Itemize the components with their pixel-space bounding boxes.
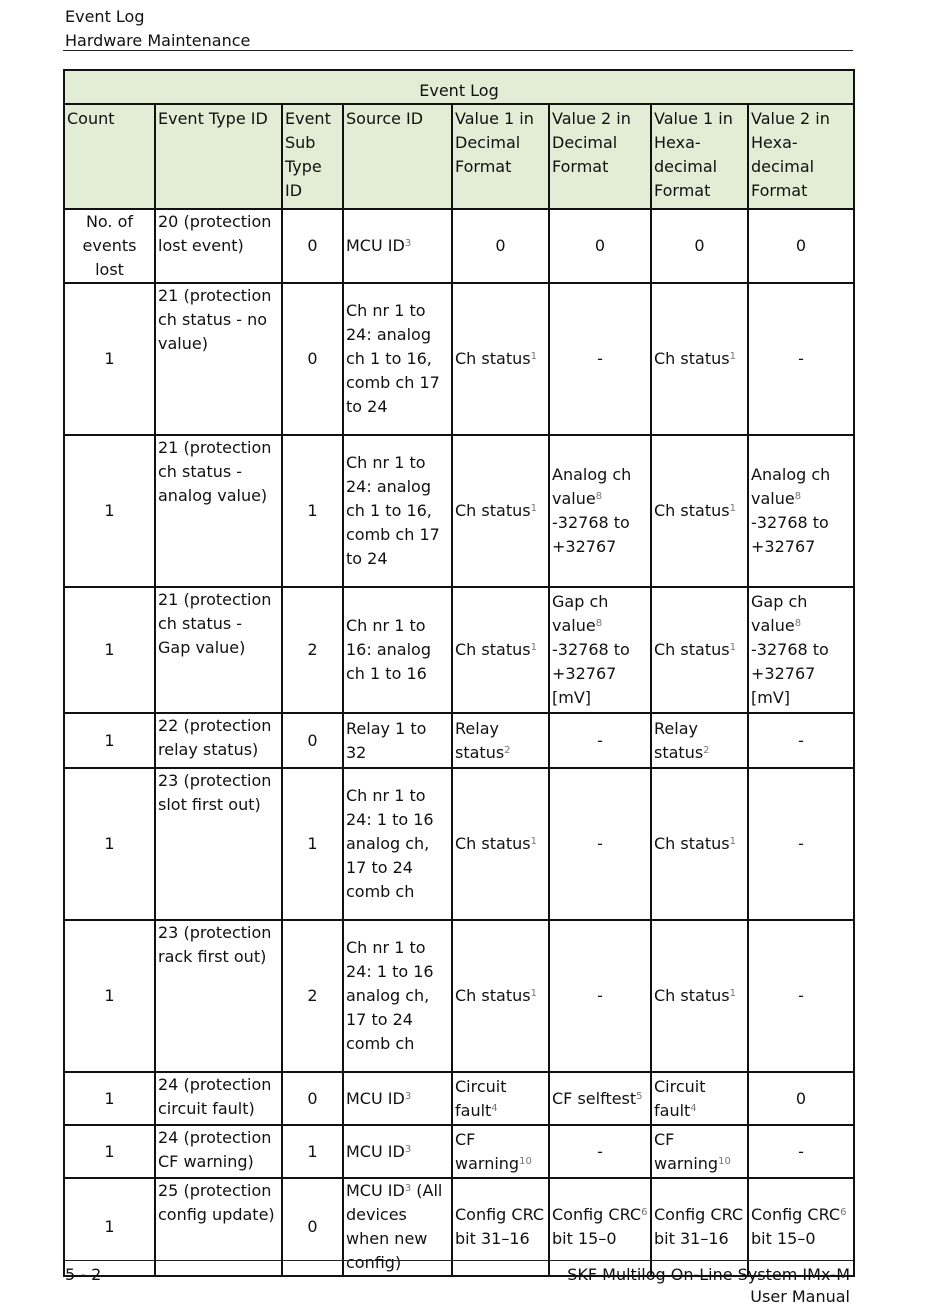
table-title: Event Log — [64, 70, 854, 104]
cell-value2-hex — [748, 1072, 854, 1125]
cell-value2-hex — [748, 1178, 854, 1276]
cell-source-id — [343, 587, 452, 713]
cell-value1-hex-text: Ch status — [654, 501, 730, 520]
cell-value2-decimal — [549, 713, 651, 768]
cell-event-sub-type-id-text: 0 — [307, 730, 318, 750]
cell-value2-hex — [748, 283, 854, 435]
cell-event-type-id-text: 23 (protection rack first out) — [158, 923, 272, 966]
cell-event-sub-type-id-text: 0 — [307, 236, 318, 255]
footnote-marker: 8 — [794, 491, 802, 502]
cell-value1-hex — [651, 1072, 748, 1125]
cell-value1-decimal-text: CF warning — [455, 1129, 520, 1173]
cell-value1-hex — [651, 587, 748, 713]
event-log-table — [63, 69, 855, 1277]
footer-document-type: User Manual — [750, 1287, 850, 1306]
cell-event-type-id-text: 23 (protection slot first out) — [158, 771, 272, 814]
cell-value2-decimal-text: - — [597, 1141, 603, 1161]
cell-value1-hex — [651, 435, 748, 587]
cell-value1-decimal-text: Circuit fault — [455, 1076, 507, 1120]
cell-value1-decimal — [452, 713, 549, 768]
cell-event-type-id-text: 21 (protection ch status - analog value) — [158, 438, 272, 505]
cell-value2-decimal-continuation: -32768 to +32767 [mV] — [552, 640, 630, 707]
cell-value2-hex-text: - — [798, 834, 804, 853]
table-row — [64, 209, 854, 283]
table-row — [64, 713, 854, 768]
cell-source-id — [343, 435, 452, 587]
cell-event-type-id — [155, 1125, 282, 1178]
cell-source-id-text: Ch nr 1 to 24: 1 to 16 analog ch, 17 to 24 comb ch — [346, 938, 434, 1053]
cell-count — [64, 1178, 155, 1276]
cell-event-sub-type-id-text: 0 — [307, 1217, 318, 1236]
cell-event-type-id — [155, 209, 282, 283]
footnote-marker: 1 — [729, 642, 736, 653]
column-header-event-type-id: Event Type ID — [155, 104, 282, 209]
cell-source-id — [343, 209, 452, 283]
cell-count-text: No. of events lost — [82, 212, 137, 279]
cell-source-id-text: Ch nr 1 to 16: analog ch 1 to 16 — [346, 616, 431, 683]
cell-event-type-id — [155, 283, 282, 435]
cell-value1-hex — [651, 209, 748, 283]
cell-source-id — [343, 283, 452, 435]
cell-count-text: 1 — [104, 1088, 115, 1108]
cell-event-sub-type-id — [282, 209, 343, 283]
cell-value1-decimal — [452, 1125, 549, 1178]
cell-value1-hex — [651, 1178, 748, 1276]
cell-value1-decimal-text: Config CRC bit 31–16 — [455, 1205, 545, 1248]
footnote-marker: 3 — [404, 238, 412, 249]
cell-count-text: 1 — [104, 834, 115, 853]
footnote-marker: 3 — [404, 1183, 412, 1194]
cell-count — [64, 768, 155, 920]
cell-value2-decimal — [549, 1072, 651, 1125]
cell-source-id — [343, 1072, 452, 1125]
cell-count — [64, 1125, 155, 1178]
cell-count-text: 1 — [104, 349, 115, 368]
footnote-marker: 1 — [729, 351, 736, 362]
footer-product — [567, 1264, 850, 1308]
cell-count — [64, 920, 155, 1072]
cell-value2-decimal-text: Analog ch value — [552, 465, 632, 508]
column-header-value2-decimal: Value 2 in Decimal Format — [549, 104, 651, 209]
cell-value1-hex — [651, 283, 748, 435]
cell-value2-decimal-text: 0 — [594, 236, 606, 255]
cell-event-type-id — [155, 587, 282, 713]
header-chapter-title: Hardware Maintenance — [65, 31, 251, 50]
cell-count — [64, 587, 155, 713]
cell-value2-decimal-continuation: -32768 to +32767 — [552, 513, 630, 556]
footnote-marker: 5 — [636, 1090, 643, 1102]
cell-value2-hex-text: 0 — [795, 1088, 807, 1108]
page-number: 5 - 2 — [65, 1265, 102, 1284]
cell-value2-decimal — [549, 1178, 651, 1276]
footnote-marker: 3 — [404, 1143, 412, 1155]
cell-count-text: 1 — [104, 730, 115, 750]
cell-value2-decimal-text: Gap ch value — [552, 592, 609, 635]
footnote-marker: 8 — [595, 618, 603, 629]
cell-value1-decimal-text: Ch status — [455, 501, 531, 520]
footnote-marker: 1 — [530, 351, 537, 362]
cell-value2-decimal-text: - — [597, 730, 603, 750]
page-header — [65, 5, 852, 53]
cell-event-sub-type-id-text: 0 — [307, 1088, 318, 1108]
cell-value1-decimal — [452, 209, 549, 283]
table-row — [64, 1125, 854, 1178]
cell-event-sub-type-id — [282, 920, 343, 1072]
column-header-value2-hex: Value 2 in Hexa-decimal Format — [748, 104, 854, 209]
cell-event-type-id-text: 24 (protection CF warning) — [158, 1128, 272, 1171]
cell-value2-hex — [748, 209, 854, 283]
cell-event-sub-type-id-text: 1 — [307, 1141, 318, 1161]
cell-value1-decimal — [452, 435, 549, 587]
cell-value2-hex-text: 0 — [795, 236, 807, 255]
cell-value2-hex — [748, 768, 854, 920]
header-section-title: Event Log — [65, 7, 145, 26]
cell-value2-decimal-continuation: bit 15–0 — [552, 1229, 617, 1248]
footnote-marker: 4 — [491, 1102, 498, 1114]
table-row — [64, 1178, 854, 1276]
table-row — [64, 768, 854, 920]
footnote-marker: 4 — [690, 1102, 697, 1114]
cell-source-id — [343, 713, 452, 768]
cell-value1-hex-text: Relay status — [654, 718, 704, 762]
cell-event-type-id — [155, 920, 282, 1072]
cell-value1-hex — [651, 768, 748, 920]
cell-value2-decimal-text: Config CRC — [552, 1205, 642, 1224]
cell-event-sub-type-id — [282, 283, 343, 435]
cell-source-id-text: Ch nr 1 to 24: analog ch 1 to 16, comb ch 17 to 24 — [346, 453, 440, 568]
cell-event-type-id-text: 22 (protection relay status) — [158, 716, 272, 759]
cell-source-id-text: MCU ID — [346, 1088, 405, 1108]
cell-event-sub-type-id — [282, 1178, 343, 1276]
cell-count-text: 1 — [104, 501, 115, 520]
cell-value1-decimal — [452, 768, 549, 920]
cell-count-text: 1 — [104, 1141, 115, 1161]
footnote-marker: 8 — [794, 618, 802, 629]
cell-event-type-id-text: 20 (protection lost event) — [158, 212, 272, 255]
column-header-event-sub-type-id: Event Sub Type ID — [282, 104, 343, 209]
table-row — [64, 283, 854, 435]
cell-event-type-id — [155, 768, 282, 920]
cell-event-sub-type-id — [282, 713, 343, 768]
cell-event-sub-type-id-text: 0 — [307, 349, 318, 368]
cell-event-sub-type-id-text: 2 — [307, 986, 318, 1005]
footnote-marker: 1 — [530, 503, 537, 514]
cell-value1-hex — [651, 1125, 748, 1178]
footnote-marker: 1 — [530, 642, 537, 653]
cell-value2-hex — [748, 587, 854, 713]
cell-value2-hex-text: - — [798, 730, 804, 750]
footnote-marker: 2 — [703, 744, 710, 756]
cell-value1-hex-text: Ch status — [654, 349, 730, 368]
cell-source-id — [343, 1125, 452, 1178]
cell-source-id — [343, 768, 452, 920]
footnote-marker: 10 — [718, 1155, 731, 1167]
table-row — [64, 435, 854, 587]
cell-value1-decimal — [452, 920, 549, 1072]
cell-event-type-id — [155, 435, 282, 587]
footnote-marker: 10 — [519, 1155, 532, 1167]
cell-value2-decimal-text: - — [597, 986, 603, 1005]
cell-source-id-text: Relay 1 to 32 — [346, 718, 427, 762]
cell-value1-hex-text: Circuit fault — [654, 1076, 706, 1120]
cell-value2-decimal-text: - — [597, 349, 603, 368]
column-header-count: Count — [64, 104, 155, 209]
footnote-marker: 6 — [641, 1207, 648, 1218]
cell-event-type-id — [155, 713, 282, 768]
cell-source-id-text: Ch nr 1 to 24: 1 to 16 analog ch, 17 to 24 comb ch — [346, 786, 434, 901]
cell-value2-hex-text: Config CRC — [751, 1205, 841, 1224]
cell-value2-hex-text: Analog ch value — [751, 465, 831, 508]
cell-value2-hex — [748, 713, 854, 768]
cell-event-sub-type-id-text: 1 — [307, 834, 318, 853]
footnote-marker: 3 — [404, 1090, 412, 1102]
cell-value1-hex-text: Ch status — [654, 986, 730, 1005]
cell-source-id — [343, 1178, 452, 1276]
cell-value1-decimal-text: Ch status — [455, 834, 531, 853]
cell-value1-decimal — [452, 1072, 549, 1125]
footnote-marker: 1 — [530, 988, 537, 999]
cell-value1-decimal — [452, 587, 549, 713]
cell-event-type-id-text: 21 (protection ch status - Gap value) — [158, 590, 272, 657]
cell-count-text: 1 — [104, 640, 115, 659]
cell-value1-decimal-text: Relay status — [455, 718, 505, 762]
cell-value2-hex-text: Gap ch value — [751, 592, 808, 635]
column-header-value1-decimal: Value 1 in Decimal Format — [452, 104, 549, 209]
footnote-marker: 1 — [530, 836, 537, 847]
cell-value2-hex-continuation: -32768 to +32767 — [751, 513, 829, 556]
footnote-marker: 1 — [729, 836, 736, 847]
cell-source-id-text: MCU ID — [346, 1141, 405, 1161]
cell-event-sub-type-id — [282, 435, 343, 587]
table-row — [64, 1072, 854, 1125]
cell-event-type-id-text: 25 (protection config update) — [158, 1181, 275, 1224]
cell-value1-decimal — [452, 1178, 549, 1276]
cell-value2-decimal — [549, 768, 651, 920]
footnote-marker: 1 — [729, 503, 736, 514]
cell-value2-hex-continuation: bit 15–0 — [751, 1229, 816, 1248]
cell-value2-hex-text: - — [798, 1141, 804, 1161]
cell-value2-decimal — [549, 1125, 651, 1178]
cell-value1-decimal-text: Ch status — [455, 986, 531, 1005]
cell-value2-hex-continuation: -32768 to +32767 [mV] — [751, 640, 829, 707]
table-row — [64, 587, 854, 713]
cell-value2-decimal — [549, 435, 651, 587]
cell-count — [64, 435, 155, 587]
cell-value1-hex — [651, 920, 748, 1072]
cell-count — [64, 713, 155, 768]
footnote-marker: 1 — [729, 988, 736, 999]
header-divider — [63, 50, 853, 51]
footer-divider — [63, 1260, 853, 1261]
column-header-value1-hex: Value 1 in Hexa-decimal Format — [651, 104, 748, 209]
footnote-marker: 8 — [595, 491, 603, 502]
cell-value1-decimal-text: Ch status — [455, 349, 531, 368]
cell-count — [64, 283, 155, 435]
cell-value2-decimal — [549, 587, 651, 713]
cell-value1-hex-text: Ch status — [654, 640, 730, 659]
cell-value2-hex — [748, 920, 854, 1072]
cell-event-sub-type-id — [282, 587, 343, 713]
cell-value2-decimal-text: - — [597, 834, 603, 853]
cell-event-sub-type-id — [282, 768, 343, 920]
table-row — [64, 920, 854, 1072]
cell-value2-hex-text: - — [798, 986, 804, 1005]
footnote-marker: 6 — [840, 1207, 847, 1218]
cell-value1-hex-text: Ch status — [654, 834, 730, 853]
cell-value2-decimal-text: CF selftest — [552, 1088, 637, 1108]
cell-count-text: 1 — [104, 1217, 115, 1236]
cell-value2-hex — [748, 435, 854, 587]
cell-value1-decimal-text: 0 — [495, 236, 506, 255]
column-header-source-id: Source ID — [343, 104, 452, 209]
cell-event-type-id-text: 24 (protection circuit fault) — [158, 1075, 272, 1118]
cell-count-text: 1 — [104, 986, 115, 1005]
footnote-marker: 2 — [504, 744, 511, 756]
cell-event-sub-type-id — [282, 1072, 343, 1125]
cell-value1-decimal — [452, 283, 549, 435]
cell-value2-decimal — [549, 920, 651, 1072]
cell-event-sub-type-id — [282, 1125, 343, 1178]
cell-value1-hex-text: CF warning — [654, 1129, 719, 1173]
cell-value1-hex-text: 0 — [694, 236, 705, 255]
cell-value1-hex — [651, 713, 748, 768]
cell-event-type-id-text: 21 (protection ch status - no value) — [158, 286, 272, 353]
cell-value1-hex-text: Config CRC bit 31–16 — [654, 1205, 744, 1248]
cell-count — [64, 209, 155, 283]
cell-value2-decimal — [549, 283, 651, 435]
cell-value2-decimal — [549, 209, 651, 283]
cell-event-sub-type-id-text: 1 — [307, 501, 318, 520]
footer-product-name: SKF Multilog On-Line System IMx-M — [567, 1265, 850, 1284]
cell-source-id — [343, 920, 452, 1072]
cell-source-id-text: MCU ID — [346, 236, 405, 255]
cell-event-sub-type-id-text: 2 — [307, 640, 318, 659]
cell-source-id-text: Ch nr 1 to 24: analog ch 1 to 16, comb ch 17 to 24 — [346, 301, 440, 416]
cell-value2-hex — [748, 1125, 854, 1178]
cell-source-id-text: MCU ID — [346, 1181, 405, 1200]
cell-event-type-id — [155, 1178, 282, 1276]
cell-value2-hex-text: - — [798, 349, 804, 368]
cell-event-type-id — [155, 1072, 282, 1125]
cell-count — [64, 1072, 155, 1125]
cell-source-id-continuation: (All devices when new config) — [346, 1181, 443, 1272]
cell-value1-decimal-text: Ch status — [455, 640, 531, 659]
